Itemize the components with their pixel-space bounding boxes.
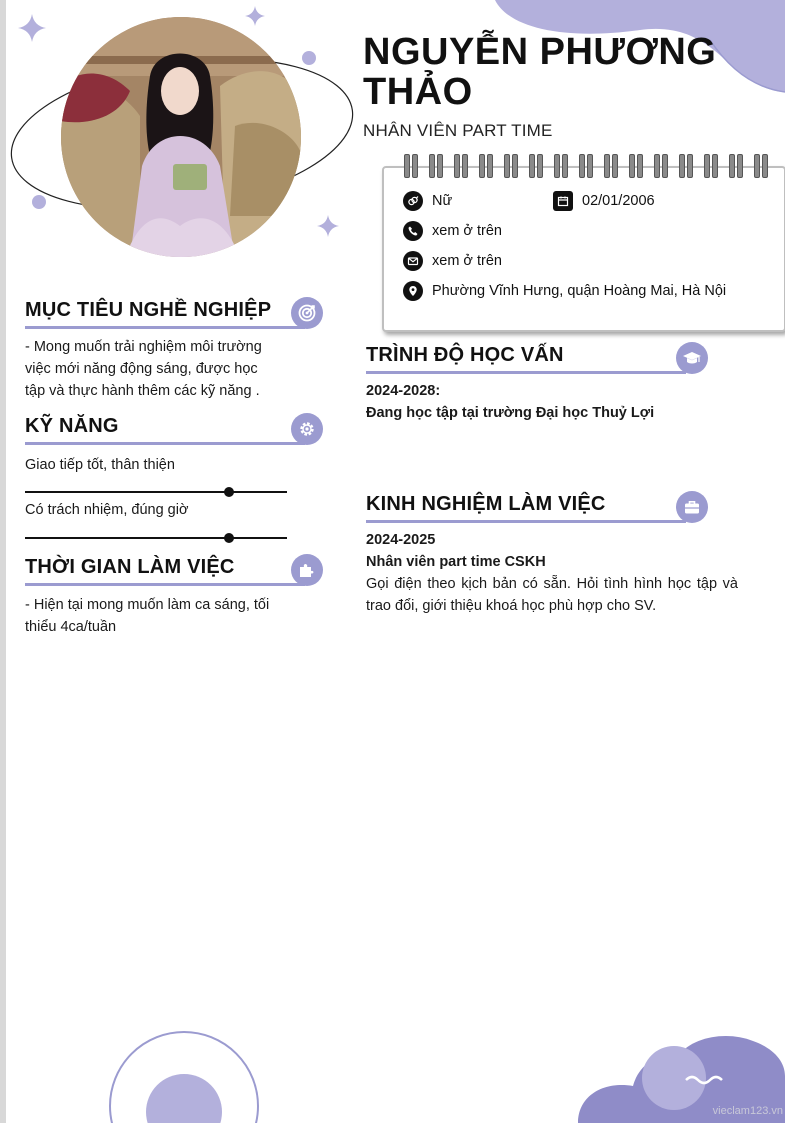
phone-row: [403, 219, 502, 243]
sparkle-icon: [18, 14, 46, 42]
skills-underline: [25, 442, 305, 445]
phone-value: xem ở trên: [432, 223, 502, 239]
birthdate-row: [553, 189, 655, 213]
candidate-name: NGUYỄN PHƯƠNG THẢO: [363, 31, 717, 113]
address-row: [403, 279, 726, 303]
education-detail: Đang học tập tại trường Đại học Thuỷ Lợi: [366, 405, 655, 421]
experience-period: 2024-2025: [366, 532, 436, 548]
objective-text: - Mong muốn trải nghiệm môi trường việc mới năng động sáng, được học tập và thực hành thêm các kỹ năng .: [25, 339, 262, 399]
availability-text: - Hiện tại mong muốn làm ca sáng, tối thiểu 4ca/tuần: [25, 597, 270, 635]
puzzle-icon: [291, 554, 323, 586]
gender-row: [403, 189, 452, 213]
profile-photo: [60, 16, 302, 258]
job-title: NHÂN VIÊN PART TIME: [363, 121, 553, 140]
experience-heading: KINH NGHIỆM LÀM VIỆC: [366, 493, 606, 515]
skills-heading: KỸ NĂNG: [25, 415, 119, 437]
skill-level-marker-2: [224, 533, 234, 543]
birthdate-value: 02/01/2006: [582, 193, 655, 209]
skill-label-2: Có trách nhiệm, đúng giờ: [25, 502, 189, 518]
bottom-left-circle-shape: [108, 1030, 260, 1123]
briefcase-icon: [676, 491, 708, 523]
objective-heading: MỤC TIÊU NGHỀ NGHIỆP: [25, 299, 272, 321]
email-row: [403, 249, 502, 273]
gender-icon: [403, 191, 423, 211]
skill-bar-2: [25, 537, 287, 539]
availability-underline: [25, 583, 305, 586]
education-underline: [366, 371, 686, 374]
watermark: vieclam123.vn: [712, 1105, 783, 1117]
experience-role: Nhân viên part time CSKH: [366, 554, 546, 570]
address-value: Phường Vĩnh Hưng, quận Hoàng Mai, Hà Nội: [432, 283, 727, 299]
gender-value: Nữ: [432, 193, 453, 209]
objective-underline: [25, 326, 305, 329]
skill-label-1: Giao tiếp tốt, thân thiện: [25, 457, 175, 473]
phone-icon: [403, 221, 423, 241]
experience-description: Gọi điện theo kịch bản có sẵn. Hỏi tình hình học tập và trao đổi, giới thiệu khoá học phù hợp cho SV.: [366, 576, 738, 614]
graduation-cap-icon: [676, 342, 708, 374]
target-icon: [291, 297, 323, 329]
skill-bar-1: [25, 491, 287, 493]
skill-level-marker-1: [224, 487, 234, 497]
gear-icon: [291, 413, 323, 445]
map-pin-icon: [403, 281, 423, 301]
education-period: 2024-2028:: [366, 383, 441, 399]
email-value: xem ở trên: [432, 253, 502, 269]
mail-icon: [403, 251, 423, 271]
notebook-rings: [396, 154, 776, 178]
experience-underline: [366, 520, 686, 523]
availability-heading: THỜI GIAN LÀM VIỆC: [25, 556, 235, 578]
calendar-icon: [553, 191, 573, 211]
education-heading: TRÌNH ĐỘ HỌC VẤN: [366, 344, 564, 366]
